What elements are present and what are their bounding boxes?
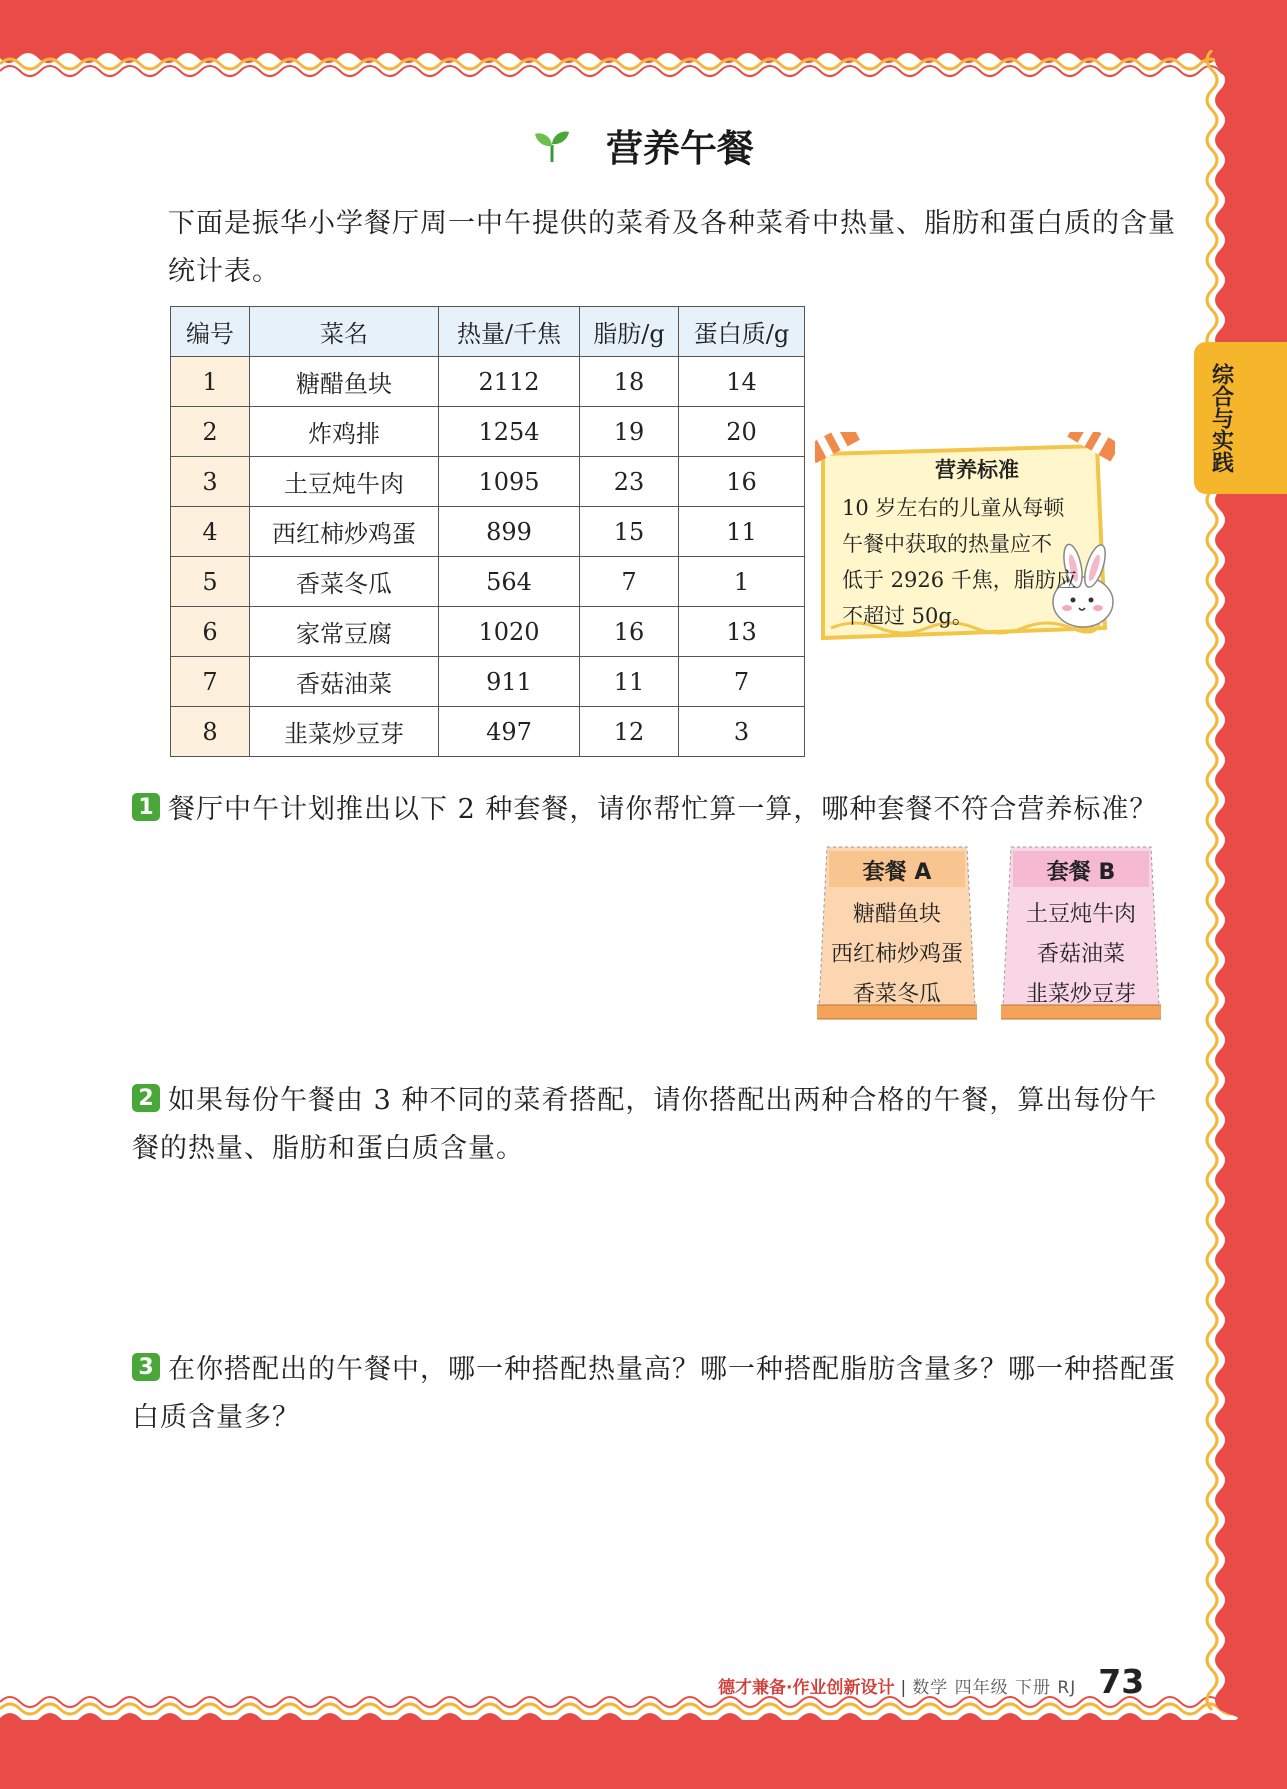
menu-a-item: 糖醋鱼块 [852, 902, 941, 927]
cell-calories: 911 [439, 657, 580, 707]
header-calories: 热量/千焦 [439, 307, 580, 357]
standard-line: 低于 2926 千焦，脂肪应 [842, 568, 1077, 592]
question-number-badge: 3 [132, 1353, 160, 1381]
intro-paragraph: 下面是振华小学餐厅周一中午提供的菜肴及各种菜肴中热量、脂肪和蛋白质的含量统计表。 [168, 208, 1176, 287]
standard-title: 营养标准 [935, 458, 1019, 482]
menu-b-title: 套餐 B [1046, 860, 1116, 885]
cell-protein: 11 [679, 507, 805, 557]
table-row [171, 707, 805, 757]
cell-fat: 19 [580, 407, 679, 457]
table-header-row [171, 307, 805, 357]
cell-fat: 11 [580, 657, 679, 707]
cell-dish: 糖醋鱼块 [250, 357, 439, 407]
question-3 [132, 1346, 1182, 1442]
cell-protein: 1 [679, 557, 805, 607]
page-number: 73 [1098, 1662, 1145, 1701]
wavy-right-border [1200, 50, 1244, 1720]
standard-line: 午餐中获取的热量应不 [842, 532, 1052, 556]
standard-line: 10 岁左右的儿童从每顿 [842, 496, 1065, 520]
dish-nutrition-table [170, 306, 805, 757]
cell-calories: 1020 [439, 607, 580, 657]
cell-calories: 2112 [439, 357, 580, 407]
question-1 [132, 786, 1182, 834]
cell-fat: 18 [580, 357, 679, 407]
cell-calories: 899 [439, 507, 580, 557]
standard-note-text [842, 452, 1112, 634]
menu-card-a [817, 845, 977, 1023]
question-2 [132, 1077, 1182, 1173]
menu-card-b [1001, 845, 1161, 1023]
cell-protein: 14 [679, 357, 805, 407]
cell-number: 2 [171, 407, 250, 457]
cell-dish: 炸鸡排 [250, 407, 439, 457]
cell-dish: 香菜冬瓜 [250, 557, 439, 607]
question-number-badge: 1 [132, 793, 160, 821]
question-number-badge: 2 [132, 1084, 160, 1112]
wavy-top-border [0, 44, 1238, 88]
question-text: 餐厅中午计划推出以下 2 种套餐，请你帮忙算一算，哪种套餐不符合营养标准？ [168, 794, 1158, 825]
menu-a-item: 香菜冬瓜 [852, 982, 941, 1007]
table-row [171, 507, 805, 557]
standard-line: 不超过 50g。 [842, 604, 973, 628]
table-row [171, 407, 805, 457]
cell-protein: 20 [679, 407, 805, 457]
header-protein: 蛋白质/g [679, 307, 805, 357]
section-side-tab [1194, 342, 1287, 494]
question-text: 在你搭配出的午餐中，哪一种搭配热量高？哪一种搭配脂肪含量多？哪一种搭配蛋白质含量多？ [132, 1354, 1176, 1433]
cell-number: 8 [171, 707, 250, 757]
cell-number: 6 [171, 607, 250, 657]
cell-fat: 12 [580, 707, 679, 757]
question-text: 如果每份午餐由 3 种不同的菜肴搭配，请你搭配出两种合格的午餐，算出每份午餐的热量、脂肪和蛋白质含量。 [132, 1085, 1158, 1164]
table-row [171, 657, 805, 707]
table-row [171, 457, 805, 507]
cell-dish: 韭菜炒豆芽 [250, 707, 439, 757]
cell-dish: 香菇油菜 [250, 657, 439, 707]
header-dish: 菜名 [250, 307, 439, 357]
menu-a-item: 西红柿炒鸡蛋 [830, 942, 963, 967]
cell-protein: 7 [679, 657, 805, 707]
table-row [171, 557, 805, 607]
cell-calories: 1254 [439, 407, 580, 457]
cell-calories: 564 [439, 557, 580, 607]
cell-number: 1 [171, 357, 250, 407]
menu-b-item: 韭菜炒豆芽 [1025, 982, 1136, 1007]
cell-number: 3 [171, 457, 250, 507]
menu-b-item: 土豆炖牛肉 [1025, 902, 1136, 927]
cell-calories: 497 [439, 707, 580, 757]
cell-calories: 1095 [439, 457, 580, 507]
cell-fat: 23 [580, 457, 679, 507]
cell-dish: 土豆炖牛肉 [250, 457, 439, 507]
cell-fat: 15 [580, 507, 679, 557]
cell-number: 4 [171, 507, 250, 557]
cell-number: 5 [171, 557, 250, 607]
cell-protein: 16 [679, 457, 805, 507]
cell-fat: 16 [580, 607, 679, 657]
cell-number: 7 [171, 657, 250, 707]
cell-dish: 西红柿炒鸡蛋 [250, 507, 439, 557]
side-tab-label: 综合与实践 [1208, 363, 1234, 473]
footer-separator: | [900, 1678, 907, 1698]
cell-dish: 家常豆腐 [250, 607, 439, 657]
sprout-icon [533, 129, 571, 172]
cell-fat: 7 [580, 557, 679, 607]
header-fat: 脂肪/g [580, 307, 679, 357]
menu-b-item: 香菇油菜 [1036, 942, 1125, 967]
page-footer [718, 1662, 1144, 1702]
title-text: 营养午餐 [605, 127, 754, 170]
page-title [0, 118, 1287, 172]
footer-brand: 德才兼备·作业创新设计 [718, 1678, 895, 1698]
table-row [171, 607, 805, 657]
header-number: 编号 [171, 307, 250, 357]
cell-protein: 13 [679, 607, 805, 657]
menu-a-title: 套餐 A [862, 860, 932, 885]
cell-protein: 3 [679, 707, 805, 757]
footer-meta: 数学 四年级 下册 RJ [912, 1678, 1077, 1698]
table-row [171, 357, 805, 407]
